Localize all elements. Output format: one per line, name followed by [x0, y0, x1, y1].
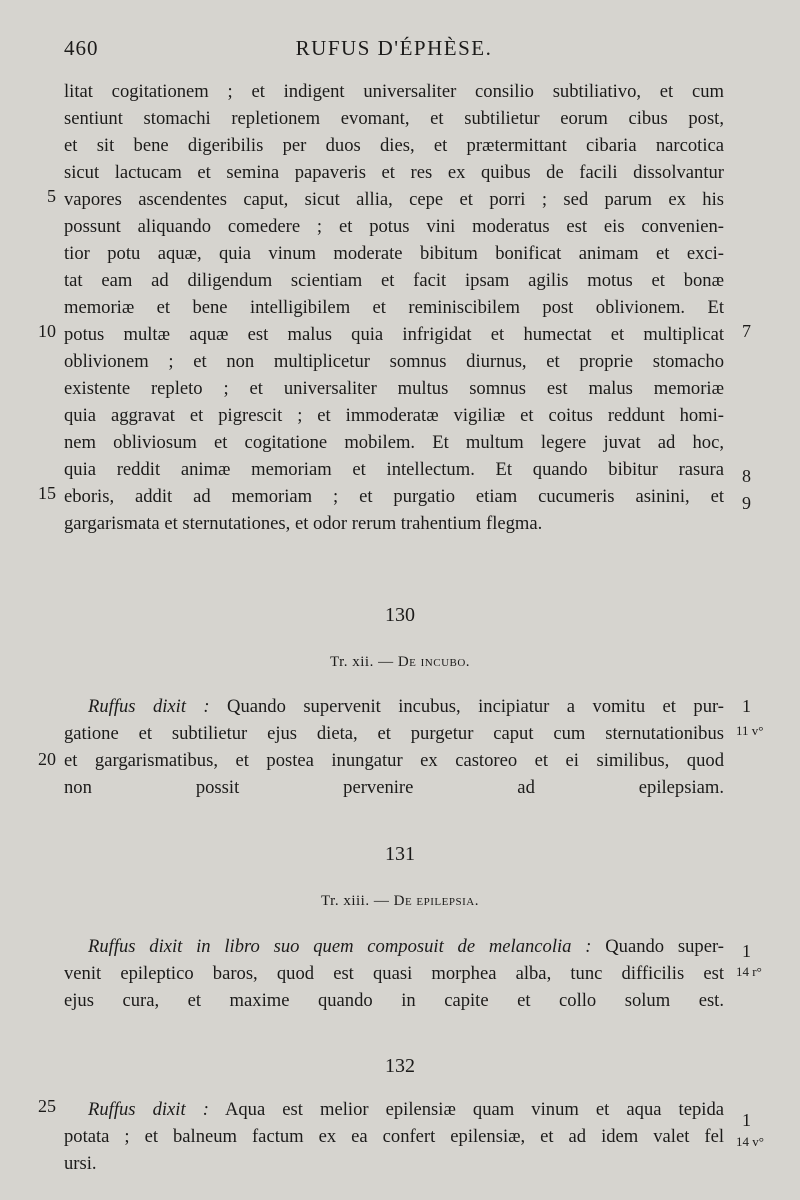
text-line: existente repleto ; et universaliter multus somnus est malus memoriæ — [64, 378, 724, 399]
text-line: possunt aliquando comedere ; et potus vini moderatus est eis convenien- — [64, 216, 724, 237]
paragraph-132 — [64, 1096, 724, 1177]
text-line: gatione et subtilietur ejus dieta, et purgetur caput cum sternutationibus — [64, 723, 724, 744]
text-line: tat eam ad diligendum scientiam et facit ipsam agilis motus et bonæ — [64, 270, 724, 291]
text-line: non possit pervenire ad epilepsiam. — [64, 777, 724, 798]
text-line: quia aggravat et pigrescit ; et immoderatæ vigiliæ et coitus reddunt homi- — [64, 405, 724, 426]
text-line: Ruffus dixit : Quando supervenit incubus, incipiatur a vomitu et pur- — [88, 696, 724, 717]
text-line: potata ; et balneum factum ex ea confert epilensiæ, et ad idem valet fel — [64, 1126, 724, 1147]
page-header — [64, 36, 724, 66]
margin-folio: 11 v° — [736, 723, 764, 738]
section-title — [0, 893, 800, 910]
speaker: Ruffus dixit : — [88, 1099, 209, 1120]
text-line: et sit bene digeribilis per duos dies, et prætermittant cibaria narcotica — [64, 135, 724, 156]
margin-note: 1 — [742, 1110, 751, 1130]
section-title-name: De incubo. — [397, 654, 471, 670]
text-line: venit epileptico baros, quod est quasi morphea alba, tunc difficilis est — [64, 963, 724, 984]
text-line: eboris, addit ad memoriam ; et purgatio etiam cucumeris asinini, et — [64, 486, 724, 507]
chapter-number: 131 — [385, 843, 415, 865]
text-line: Ruffus dixit in libro suo quem composuit de melancolia : Quando super- — [88, 936, 724, 957]
margin-note: 9 — [742, 493, 751, 513]
line-number: 20 — [38, 749, 56, 769]
chapter-number: 130 — [385, 604, 415, 626]
margin-note: 8 — [742, 466, 751, 486]
text-line: memoriæ et bene intelligibilem et reminiscibilem post oblivionem. Et — [64, 297, 724, 318]
section-title-name: De epilepsia. — [393, 893, 479, 909]
text-line: litat cogitationem ; et indigent universaliter consilio subtiliativo, et cum — [64, 81, 724, 102]
chapter-number: 132 — [385, 1055, 415, 1077]
running-title: RUFUS D'ÉPHÈSE. — [295, 36, 493, 60]
section-title-prefix: Tr. xii. — — [329, 654, 398, 670]
text-line: sentiunt stomachi repletionem evomant, et subtilietur eorum cibus post, — [64, 108, 724, 129]
line-number: 25 — [38, 1096, 56, 1116]
section-title-prefix: Tr. xiii. — — [321, 893, 394, 909]
section-title — [0, 654, 800, 671]
margin-folio: 14 r° — [736, 964, 762, 979]
page-number: 460 — [64, 36, 99, 60]
speaker: Ruffus dixit : — [88, 696, 210, 717]
line-number: 10 — [38, 321, 56, 341]
paragraph-130 — [64, 693, 724, 801]
margin-note: 7 — [742, 321, 751, 341]
margin-note: 1 — [742, 941, 751, 961]
margin-note: 1 — [742, 696, 751, 716]
text-line: Ruffus dixit : Aqua est melior epilensiæ quam vinum et aqua tepida — [88, 1099, 724, 1120]
text-line: quia reddit animæ memoriam et intellectum. Et quando bibitur rasura — [64, 459, 724, 480]
text-line: tior potu aquæ, quia vinum moderate bibitum bonificat animam et exci- — [64, 243, 724, 264]
line-number: 5 — [47, 186, 56, 206]
text-line: et gargarismatibus, et postea inungatur ex castoreo et ei similibus, quod — [64, 750, 724, 771]
text-line: sicut lactucam et semina papaveris et res ex quibus de facili dissolvantur — [64, 162, 724, 183]
text-line: oblivionem ; et non multiplicetur somnus diurnus, et proprie stomacho — [64, 351, 724, 372]
margin-folio: 14 v° — [736, 1134, 764, 1149]
text-block-1 — [64, 78, 724, 537]
text-line: gargarismata et sternutationes, et odor rerum trahentium flegma. — [64, 513, 543, 534]
text-line: nem obliviosum et cogitatione mobilem. Et multum legere juvat ad hoc, — [64, 432, 724, 453]
line-number: 15 — [38, 483, 56, 503]
text-line: potus multæ aquæ est malus quia infrigidat et humectat et multiplicat — [64, 324, 724, 345]
text-line: ejus cura, et maxime quando in capite et collo solum est. — [64, 990, 724, 1011]
text-line: vapores ascendentes caput, sicut allia, cepe et porri ; sed parum ex his — [64, 189, 724, 210]
text-line: ursi. — [64, 1153, 97, 1174]
speaker: Ruffus dixit in libro suo quem composuit de melancolia : — [88, 936, 592, 957]
paragraph-131 — [64, 933, 724, 1014]
